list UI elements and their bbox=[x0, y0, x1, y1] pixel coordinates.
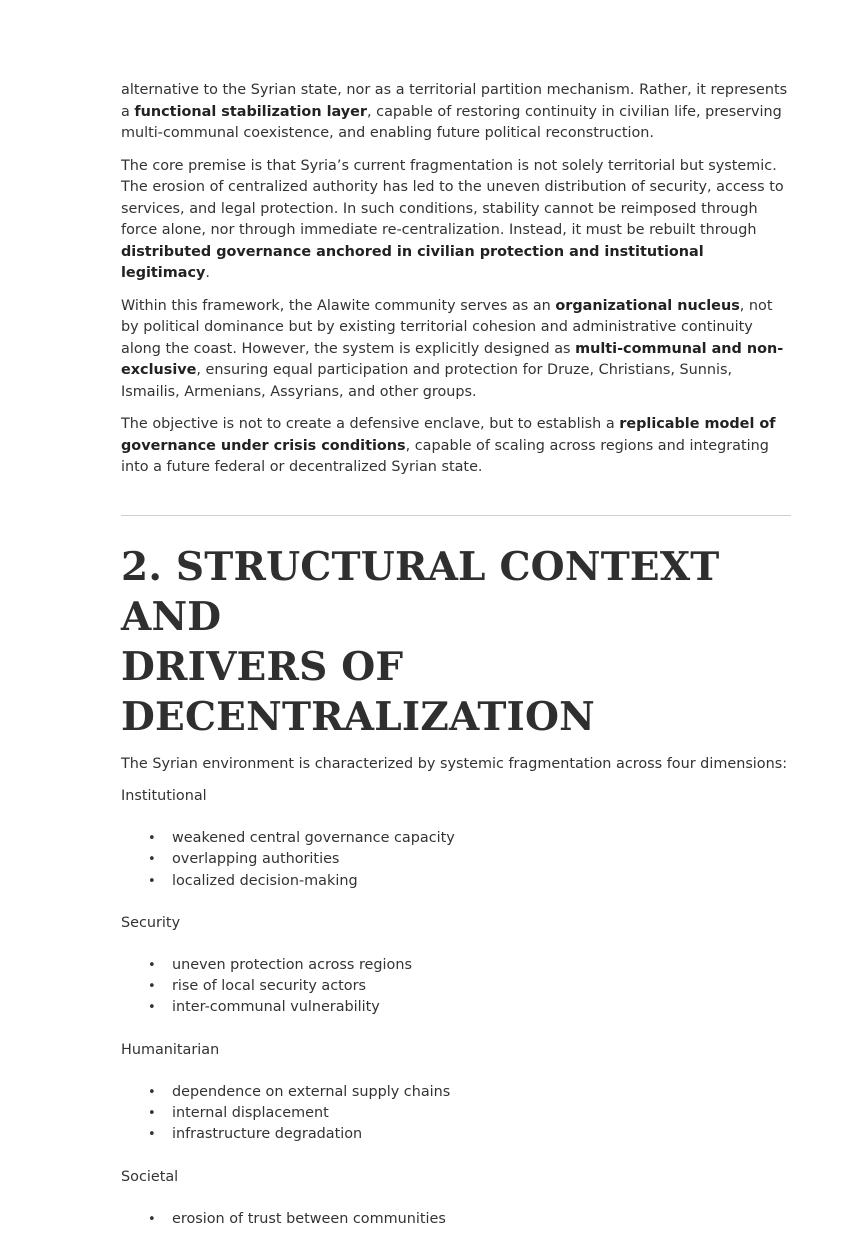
section-title-line-1: 2. STRUCTURAL CONTEXT AND bbox=[121, 543, 720, 640]
emphasis-text: distributed governance anchored in civilian protection and institutional legitimacy bbox=[121, 243, 704, 281]
paragraph-text: Within this framework, the Alawite community serves as an bbox=[121, 297, 556, 314]
emphasis-text: organizational nucleus bbox=[555, 297, 740, 314]
section-divider bbox=[121, 515, 791, 516]
intro-paragraph-2 bbox=[121, 156, 791, 285]
list-item-text: weakened central governance capacity bbox=[172, 830, 455, 846]
emphasis-text: functional stabilization layer bbox=[134, 103, 368, 120]
category-label-humanitarian: Humanitarian bbox=[121, 1041, 220, 1058]
list-item-text: internal displacement bbox=[172, 1105, 329, 1122]
emphasis-text: multi-communal and non-exclusive bbox=[121, 340, 784, 378]
list-item-text: uneven protection across regions bbox=[172, 956, 412, 973]
bullet-icon: • bbox=[148, 1127, 156, 1143]
intro-paragraph-3 bbox=[121, 296, 791, 404]
bullet-icon: • bbox=[148, 831, 156, 846]
bullet-icon: • bbox=[148, 957, 156, 973]
bullet-icon: • bbox=[148, 1000, 156, 1016]
emphasis-text: replicable model of governance under crisis conditions bbox=[121, 416, 776, 454]
document-page bbox=[121, 80, 791, 1251]
list-item bbox=[148, 828, 791, 849]
bullet-list-societal bbox=[121, 1209, 791, 1230]
paragraph-text: , capable of scaling across regions and integrating into a future federal or decentralized Syrian state. bbox=[121, 437, 769, 475]
paragraph-text: alternative to the Syrian state, nor as a territorial partition mechanism. Rather, it represents a bbox=[121, 82, 788, 120]
section-title bbox=[121, 542, 791, 742]
category-label-security: Security bbox=[121, 914, 181, 931]
paragraph-text: . bbox=[205, 265, 210, 281]
list-item bbox=[148, 1209, 791, 1230]
category-label-institutional: Institutional bbox=[121, 788, 207, 804]
list-item-text: inter-communal vulnerability bbox=[172, 999, 380, 1016]
bullet-icon: • bbox=[148, 979, 156, 995]
list-item-text: erosion of trust between communities bbox=[172, 1210, 446, 1227]
list-item bbox=[148, 976, 791, 997]
list-item bbox=[148, 849, 791, 870]
list-item-text: overlapping authorities bbox=[172, 851, 340, 868]
section-title-line-2: DRIVERS OF DECENTRALIZATION bbox=[121, 643, 595, 740]
category-label-societal: Societal bbox=[121, 1168, 179, 1185]
paragraph-text: , ensuring equal participation and protection for Druze, Christians, Sunnis, Ismailis, Armenians, Assyrians, and other groups. bbox=[121, 362, 733, 400]
bullet-icon: • bbox=[148, 1211, 156, 1227]
intro-paragraph-4 bbox=[121, 414, 791, 479]
paragraph-text: , not by political dominance but by existing territorial cohesion and administrative continuity along the coast. However, the system is explicitly designed as bbox=[121, 297, 773, 357]
bullet-list-institutional bbox=[121, 828, 791, 892]
bullet-icon: • bbox=[148, 1084, 156, 1100]
list-item bbox=[148, 1124, 791, 1145]
list-item-text: dependence on external supply chains bbox=[172, 1083, 451, 1100]
list-item-text: rise of local security actors bbox=[172, 978, 367, 995]
list-item bbox=[148, 871, 791, 892]
bullet-icon: • bbox=[148, 852, 156, 868]
paragraph-text: The core premise is that Syria’s current fragmentation is not solely territorial but systemic. The erosion of centralized authority has led to the uneven distribution of security, access to services, and legal protection. In such conditions, stability cannot be reimposed through force alone, nor through immediate re-centralization. Instead, it must be rebuilt through bbox=[121, 157, 784, 238]
list-item bbox=[148, 955, 791, 976]
bullet-icon: • bbox=[148, 1106, 156, 1122]
paragraph-text: , capable of restoring continuity in civilian life, preserving multi-communal coexistence, and enabling future political reconstruction. bbox=[121, 103, 782, 141]
list-item bbox=[148, 997, 791, 1018]
list-item-text: infrastructure degradation bbox=[172, 1126, 363, 1143]
section-lead: The Syrian environment is characterized by systemic fragmentation across four dimensions: bbox=[121, 755, 788, 772]
list-item bbox=[148, 1103, 791, 1124]
bullet-list-humanitarian bbox=[121, 1082, 791, 1146]
intro-paragraph-1 bbox=[121, 80, 791, 145]
bullet-list-security bbox=[121, 955, 791, 1019]
list-item-text: localized decision-making bbox=[172, 872, 358, 889]
bullet-icon: • bbox=[148, 873, 156, 889]
paragraph-text: The objective is not to create a defensive enclave, but to establish a bbox=[121, 416, 620, 432]
list-item bbox=[148, 1082, 791, 1103]
